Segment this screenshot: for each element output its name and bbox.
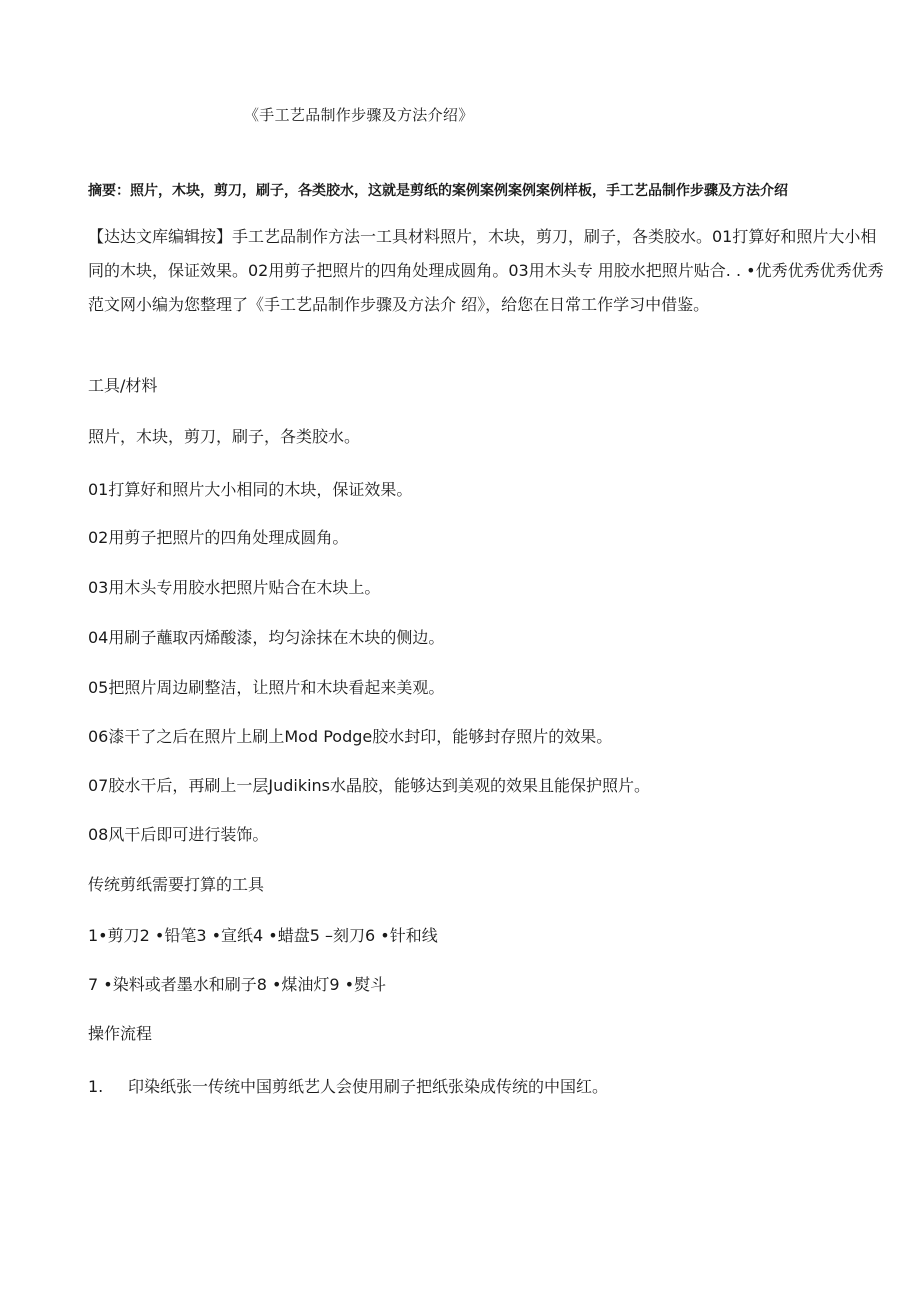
abstract: 摘要：照片，木块，剪刀，刷子，各类胶水，这就是剪纸的案例案例案例案例样板，手工艺品制作步骤及方法介绍 [88,183,788,199]
process-item-number: 1. [88,1077,104,1096]
step-item: 05把照片周边刷整洁，让照片和木块看起来美观。 [88,678,445,697]
papercut-tools-line: 1•剪刀2 •铅笔3 •宣纸4 •蜡盘5 –刻刀6 •针和线 [88,926,438,945]
step-item: 04用刷子蘸取丙烯酸漆，均匀涂抹在木块的侧边。 [88,628,445,647]
process-item-text: 印染纸张一传统中国剪纸艺人会使用刷子把纸张染成传统的中国红。 [128,1077,609,1096]
document-title: 《手工艺品制作步骤及方法介绍》 [244,106,474,124]
editor-note: 【达达文库编辑按】手工艺品制作方法一工具材料照片，木块，剪刀，刷子，各类胶水。01打算好和照片大小相同的木块，保证效果。02用剪子把照片的四角处理成圆角。03用木头专 用胶水把照片贴合. . •优秀优秀优秀优秀范文网小编为您整理了《手工艺品制作步骤及方法介 绍》，给您在日常工作学习中借鉴。 [88,227,884,314]
tools-heading: 工具/材料 [88,376,158,395]
tools-list: 照片，木块，剪刀，刷子，各类胶水。 [88,427,361,446]
papercut-tools-line: 7 •染料或者墨水和刷子8 •煤油灯9 •熨斗 [88,975,387,994]
process-item [88,1074,608,1097]
step-item: 01打算好和照片大小相同的木块，保证效果。 [88,480,413,499]
step-item: 02用剪子把照片的四角处理成圆角。 [88,528,349,547]
step-item: 08风干后即可进行装饰。 [88,825,269,844]
step-item: 07胶水干后，再刷上一层Judikins水晶胶，能够达到美观的效果且能保护照片。 [88,776,651,795]
process-heading: 操作流程 [88,1024,153,1043]
step-item: 06漆干了之后在照片上刷上Mod Podge胶水封印，能够封存照片的效果。 [88,727,613,746]
papercut-tools-heading: 传统剪纸需要打算的工具 [88,875,265,894]
step-item: 03用木头专用胶水把照片贴合在木块上。 [88,578,381,597]
